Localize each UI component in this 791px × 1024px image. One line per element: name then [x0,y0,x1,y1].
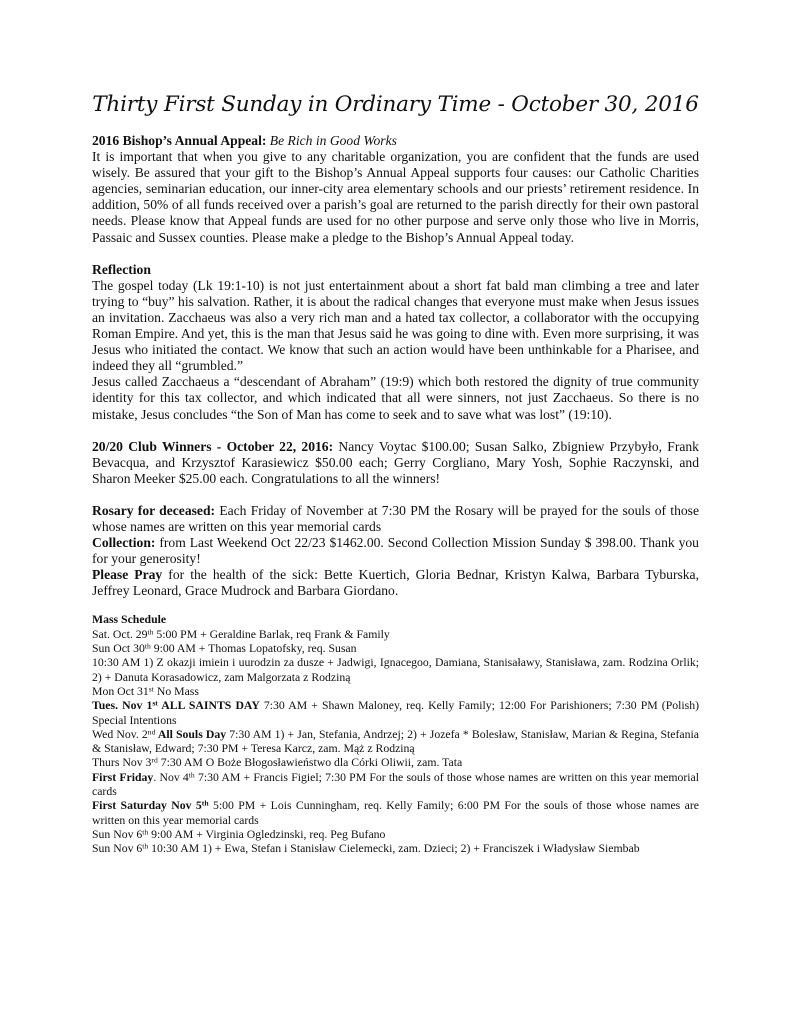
date-suffix: nd [147,727,156,737]
mass-line [92,799,699,828]
reflection-heading: Reflection [92,261,151,277]
date-suffix: st [148,684,154,694]
mass-intention: 9:00 AM + Thomas Lopatofsky, req. Susan [150,642,357,656]
mass-line [92,728,699,757]
club-paragraph [92,439,699,487]
rosary-heading: Rosary for deceased: [92,502,216,518]
appeal-tagline: Be Rich in Good Works [269,133,397,148]
date-suffix: th [201,798,209,808]
mass-date: Sun Nov 6 [92,827,143,841]
appeal-section [92,133,699,246]
mass-date: Sun Oct 30 [92,642,145,656]
rosary-paragraph [92,503,699,535]
mass-intention: 5:00 PM + Geraldine Barlak, req Frank & Family [153,627,390,641]
feast-name: First Friday [92,770,154,784]
date-suffix: th [188,770,195,780]
appeal-body: It is important that when you give to any charitable organization, you are confident that the funds are used wisely. Be assured that your gift to the Bishop’s Annual Appeal supports four causes: our Catholic Charities agencies, seminarian education, our inner-city area elementary schools and our priests’ retirement residence. In addition, 50% of all funds received over a parish’s goal are returned to the parish directly for their own pastoral needs. Please know that Appeal funds are used for no other purpose and serve only those who live in Morris, Passaic and Sussex counties. Please make a pledge to the Bishop’s Annual Appeal today. [92,149,699,245]
collection-heading: Collection: [92,535,156,551]
mass-intention: No Mass [153,684,199,698]
appeal-heading: 2016 Bishop’s Annual Appeal: [92,133,267,148]
feast-name: All Souls Day [155,727,227,741]
mass-line [92,756,699,770]
mass-date: Thurs Nov 3 [92,756,152,770]
mass-date-bold [92,799,209,812]
mass-date: . Nov 4 [153,770,189,784]
mass-line [92,699,699,728]
collection-paragraph [92,535,699,567]
mass-schedule [92,613,699,856]
date-suffix: th [142,841,149,851]
club-heading: 20/20 Club Winners - October 22, 2016: [92,438,334,454]
mass-date-bold [92,699,260,712]
pray-heading: Please Pray [92,567,163,583]
pray-body: for the health of the sick: Bette Kuertich, Gloria Bednar, Kristyn Kalwa, Barbara Tyburska, Jeffrey Leonard, Grace Mudrock and Barbara Giordano. [92,567,699,599]
mass-date: Sun Nov 6 [92,842,143,856]
mass-line [92,685,699,699]
mass-intention: 7:30 AM + Shawn Maloney, req. Kelly Family; 12:00 For Parishioners; 7:30 PM (Polish) Special Intentions [92,699,699,727]
mass-line [92,642,699,656]
feast-name: ALL SAINTS DAY [157,699,260,713]
pray-paragraph [92,567,699,599]
mass-intention: 5:00 PM + Lois Cunningham, req. Kelly Family; 6:00 PM For the souls of those whose names are written on this year memorial cards [92,799,699,827]
mass-line [92,842,699,856]
date-suffix: th [142,827,149,837]
mass-date: Mon Oct 31 [92,684,149,698]
mass-line [92,771,699,800]
date-suffix: rd [151,755,158,765]
mass-line [92,628,699,642]
announcements-section [92,503,699,600]
mass-line: 10:30 AM 1) Z okazji imiein i uurodzin za dusze + Jadwigi, Ignacegoo, Damiana, Stanisaławy, Stanisława, zam. Rodzina Orlik; 2) + Danuta Korasadowicz, zam Malgorzata z Rodziną [92,656,699,684]
club-section [92,439,699,487]
date-suffix: th [147,627,154,637]
mass-intention: 7:30 AM + Francis Figiel; 7:30 PM For the souls of those whose names are written on this year memorial cards [92,770,699,798]
rosary-body: Each Friday of November at 7:30 PM the Rosary will be prayed for the souls of those whose names are written on this year memorial cards [92,502,699,534]
mass-line [92,828,699,842]
bulletin-page [92,92,699,856]
mass-date: Wed Nov. 2 [92,727,148,741]
mass-intention: 9:00 AM + Virginia Ogledzinski, req. Peg Bufano [148,827,386,841]
appeal-paragraph [92,133,699,246]
date-suffix: st [152,698,158,708]
page-title: Thirty First Sunday in Ordinary Time - October 30, 2016 [92,92,699,117]
mass-intention: 7:30 AM O Boże Błogosławieństwo dla Córki Oliwii, zam. Tata [157,756,463,770]
reflection-paragraph-1: The gospel today (Lk 19:1-10) is not just entertainment about a short fat bald man climbing a tree and later trying to “buy” his salvation. Rather, it is about the radical changes that everyone must make when Jesus issues an invitation. Zacchaeus was also a very rich man and a hated tax collector, a collaborator with the occupying Roman Empire. And yet, this is the man that Jesus said he was going to dine with. Even more surprising, it was Jesus who initiated the contact. We know that such an action would have been unthinkable for a Pharisee, and indeed they all “grumbled.” [92,277,699,374]
mass-intention: 7:30 AM 1) + Jan, Stefania, Andrzej; 2) + Jozefa * Bolesław, Stanisław, Marian & Regina, Stefania & Stanisław, Edward; 7:30 PM + Teresa Karcz, zam. Mąż z Rodziną [92,727,700,756]
collection-body: from Last Weekend Oct 22/23 $1462.00. Second Collection Mission Sunday $ 398.00. Thank you for your generosity! [92,535,699,567]
mass-schedule-heading: Mass Schedule [92,613,167,627]
reflection-section [92,262,699,423]
mass-date: Sat. Oct. 29 [92,627,148,641]
reflection-paragraph-2: Jesus called Zacchaeus a “descendant of Abraham” (19:9) which both restored the dignity of true community identity for this tax collector, and which indicated that all were sinners, not just Zacchaeus. So there is no mistake, Jesus concludes “the Son of Man has come to seek and to save what was lost” (19:10). [92,374,699,422]
mass-intention: 10:30 AM 1) + Ewa, Stefan i Stanisław Cielemecki, zam. Dzieci; 2) + Franciszek i Władysław Siembab [148,842,640,856]
mass-date: First Saturday Nov 5 [92,799,202,813]
mass-date: Tues. Nov 1 [92,699,153,713]
club-body: Nancy Voytac $100.00; Susan Salko, Zbigniew Przybyło, Frank Bevacqua, and Krzysztof Karasiewicz $50.00 each; Gerry Corgliano, Mary Yosh, Sophie Raczynski, and Sharon Meeker $25.00 each. Congratulations to all the winners! [92,438,699,486]
date-suffix: th [144,641,151,651]
